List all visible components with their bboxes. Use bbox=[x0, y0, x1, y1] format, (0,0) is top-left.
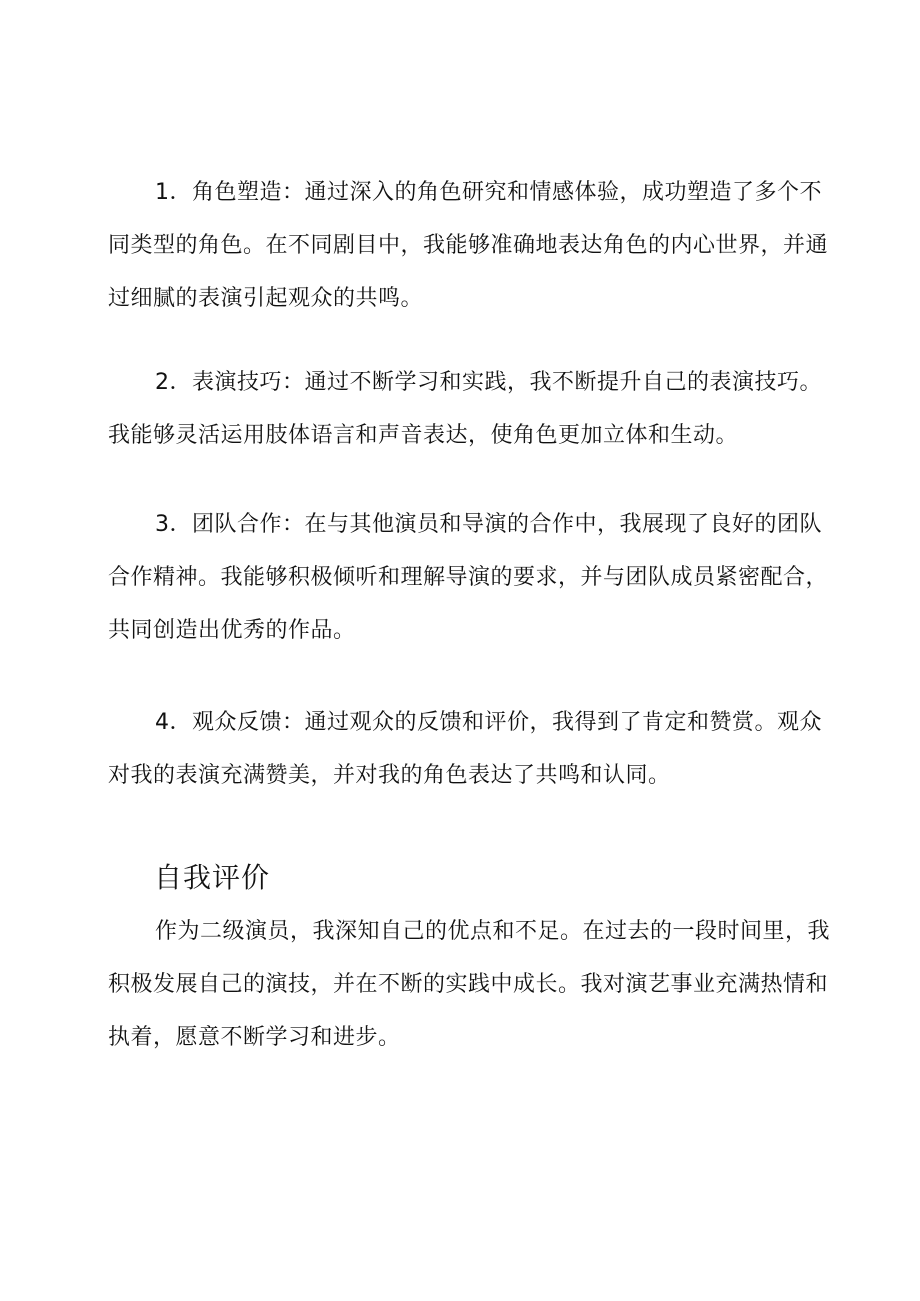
section-text: 4．观众反馈：通过观众的反馈和评价，我得到了肯定和赞赏。观众对我的表演充满赞美，并对我的角色表达了共鸣和认同。 bbox=[108, 710, 822, 788]
section-text: 2．表演技巧：通过不断学习和实践，我不断提升自己的表演技巧。我能够灵活运用肢体语言和声音表达，使角色更加立体和生动。 bbox=[108, 370, 822, 448]
self-evaluation-text: 作为二级演员，我深知自己的优点和不足。在过去的一段时间里，我积极发展自己的演技，并在不断的实践中成长。我对演艺事业充满热情和执着，愿意不断学习和进步。 bbox=[108, 919, 831, 1050]
self-evaluation-heading: 自我评价 bbox=[154, 861, 271, 894]
section-acting-skills bbox=[108, 356, 838, 462]
section-role-shaping bbox=[108, 166, 838, 325]
section-audience-feedback bbox=[108, 696, 838, 802]
section-teamwork bbox=[108, 498, 838, 657]
self-evaluation-paragraph bbox=[108, 905, 838, 1064]
section-text: 1．角色塑造：通过深入的角色研究和情感体验，成功塑造了多个不同类型的角色。在不同剧目中，我能够准确地表达角色的内心世界，并通过细腻的表演引起观众的共鸣。 bbox=[108, 180, 829, 311]
section-text: 3．团队合作：在与其他演员和导演的合作中，我展现了良好的团队合作精神。我能够积极倾听和理解导演的要求，并与团队成员紧密配合，共同创造出优秀的作品。 bbox=[108, 512, 829, 643]
